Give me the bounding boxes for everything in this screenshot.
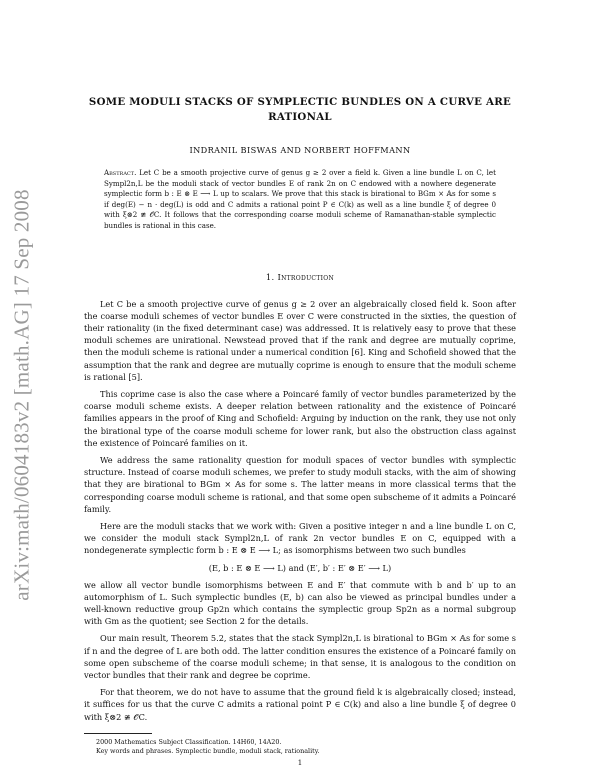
footnote-divider	[84, 733, 152, 734]
footnotes	[84, 733, 516, 757]
paper-page	[84, 95, 516, 767]
page-number: 1	[297, 758, 303, 767]
paper-title: SOME MODULI STACKS OF SYMPLECTIC BUNDLES ON A CURVE ARE RATIONAL	[88, 96, 512, 123]
abstract-label: Abstract.	[104, 168, 137, 177]
paragraph: Let C be a smooth projective curve of genus g ≥ 2 over an algebraically closed field k. Soon after the coarse moduli schemes of vector bundles E over C were constructed in the sixties, the question of their rationality (in the fixed determinant case) was addressed. It is relatively easy to prove that these moduli schemes are unirational. Newstead proved that if the rank and degree are mutually coprime, then the moduli scheme is rational under a numerical condition [6]. King and Schofield showed that the assumption that the rank and degree are mutually coprime is enough to ensure that the moduli scheme is rational [5].	[84, 298, 516, 382]
footnote-keywords: Key words and phrases. Symplectic bundle, moduli stack, rationality.	[96, 747, 320, 756]
arxiv-sidebar	[2, 180, 42, 610]
paragraph: Our main result, Theorem 5.2, states that the stack Sympl2n,L is birational to BGm × 𝔸s for some s if n and the degree of L are both odd. The latter condition ensures the existence of a Poincaré family on some open subscheme of the coarse moduli scheme; in that sense, it is analogous to the condition on vector bundles that their rank and degree be coprime.	[84, 633, 516, 681]
section-heading	[84, 272, 516, 282]
paragraph: Here are the moduli stacks that we work with: Given a positive integer n and a line bundle L on C, we consider the moduli stack Sympl2n,L of rank 2n vector bundles E on C, equipped with a nondegenerate symplectic form b : E ⊗ E ⟶ L; as isomorphisms between two such bundles	[84, 521, 516, 556]
display-formula: (E, b : E ⊗ E ⟶ L) and (E′, b′ : E′ ⊗ E′ ⟶ L)	[208, 562, 392, 573]
paragraph: For that theorem, we do not have to assume that the ground field k is algebraically closed; instead, it suffices for us that the curve C admits a rational point P ∈ C(k) and also a line bundle ξ of degree 0 with ξ⊗2 ≇ 𝒪C.	[84, 687, 516, 722]
section-number: 1.	[265, 271, 275, 282]
paragraph: We address the same rationality question for moduli spaces of vector bundles with symplectic structure. Instead of coarse moduli schemes, we prefer to study moduli stacks, with the aim of showing that they are birational to BGm × 𝔸s for some s. The latter means in more classical terms that the corresponding coarse moduli scheme is rational, and that some open subscheme of it admits a Poincaré family.	[84, 455, 516, 514]
abstract-text: Let C be a smooth projective curve of genus g ≥ 2 over a field k. Given a line bundle L on C, let Sympl2n,L be the moduli stack of vector bundles E of rank 2n on C endowed with a nowhere degenerate symplectic form b : E ⊗ E ⟶ L up to scalars. We prove that this stack is birational to BGm × 𝔸s for some s if deg(E) − n · deg(L) is odd and C admits a rational point P ∈ C(k) as well as a line bundle ξ of degree 0 with ξ⊗2 ≇ 𝒪C. It follows that the corresponding coarse moduli scheme of Ramanathan-stable symplectic bundles is rational in this case.	[104, 168, 496, 230]
arxiv-stamp: arXiv:math/0604183v2 [math.AG] 17 Sep 2008	[9, 189, 34, 601]
paper-authors: INDRANIL BISWAS AND NORBERT HOFFMANN	[189, 145, 411, 155]
section-title: Introduction	[277, 271, 335, 282]
paragraph: we allow all vector bundle isomorphisms between E and E′ that commute with b and b′ up to an automorphism of L. Such symplectic bundles (E, b) can also be viewed as principal bundles under a well-known reductive group Gp2n which contains the symplectic group Sp2n as a normal subgroup with Gm as the quotient; see Section 2 for the details.	[84, 579, 516, 627]
paragraph: This coprime case is also the case where a Poincaré family of vector bundles parameterized by the coarse moduli scheme exists. A deeper relation between rationality and the existence of Poincaré families appears in the proof of King and Schofield: Arguing by induction on the rank, they use not only the birational type of the coarse moduli scheme for lower rank, but also the obstruction class against the existence of Poincaré families on it.	[84, 388, 516, 448]
footnote-msc: 2000 Mathematics Subject Classification. 14H60, 14A20.	[96, 737, 282, 746]
abstract	[104, 168, 496, 232]
